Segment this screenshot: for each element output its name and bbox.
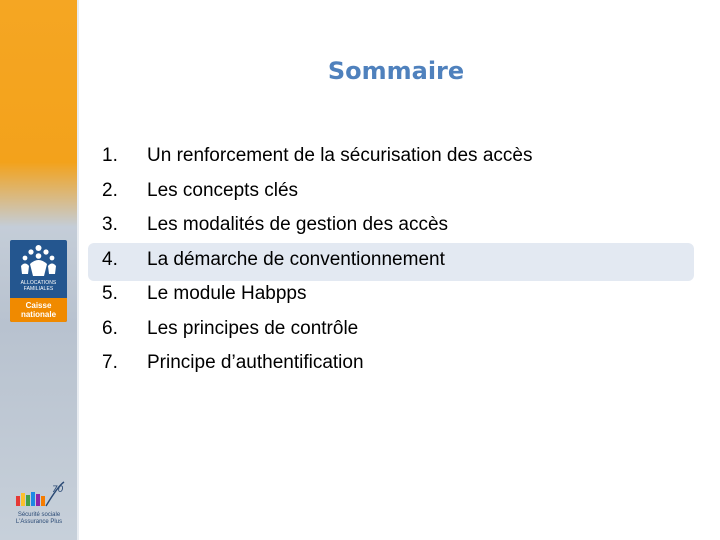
agenda-item <box>0 208 720 243</box>
caf-logo-line3: Caisse <box>25 301 52 310</box>
agenda-item-number: 7. <box>102 352 118 373</box>
slide-title: Sommaire <box>327 57 465 85</box>
agenda-item <box>0 174 720 209</box>
caf-logo-line4: nationale <box>20 310 57 319</box>
agenda-item-label: Les modalités de gestion des accès <box>147 214 449 235</box>
agenda-item-label: La démarche de conventionnement <box>147 248 445 270</box>
agenda-item-number: 5. <box>102 283 118 304</box>
agenda-item-label: Un renforcement de la sécurisation des accès <box>147 145 533 166</box>
agenda-item <box>0 139 720 174</box>
agenda-item <box>0 346 720 381</box>
agenda-item-label: Le module Habpps <box>147 283 307 304</box>
agenda-item-number: 6. <box>102 317 118 339</box>
securite-sociale-line1: Sécurité sociale <box>17 512 61 518</box>
securite-sociale-line2: L'Assurance Plus <box>15 519 63 525</box>
svg-text:70: 70 <box>52 485 64 495</box>
securite-sociale-logo <box>8 478 70 528</box>
agenda-item-label: Principe d’authentification <box>147 352 364 373</box>
agenda-item-label: Les principes de contrôle <box>147 317 359 339</box>
securite-sociale-mark-icon <box>8 478 70 510</box>
agenda-item-number: 1. <box>102 145 118 166</box>
agenda-item <box>0 277 720 312</box>
caf-logo-line2: FAMILIALES <box>23 286 54 292</box>
agenda-item-number: 4. <box>102 248 118 270</box>
agenda-list <box>0 139 720 381</box>
agenda-item-number: 2. <box>102 179 118 201</box>
agenda-item-highlighted <box>0 243 720 278</box>
agenda-item-label: Les concepts clés <box>147 179 299 201</box>
agenda-item <box>0 312 720 347</box>
agenda-item-number: 3. <box>102 214 118 235</box>
caf-logo-line1: ALLOCATIONS <box>20 280 57 286</box>
